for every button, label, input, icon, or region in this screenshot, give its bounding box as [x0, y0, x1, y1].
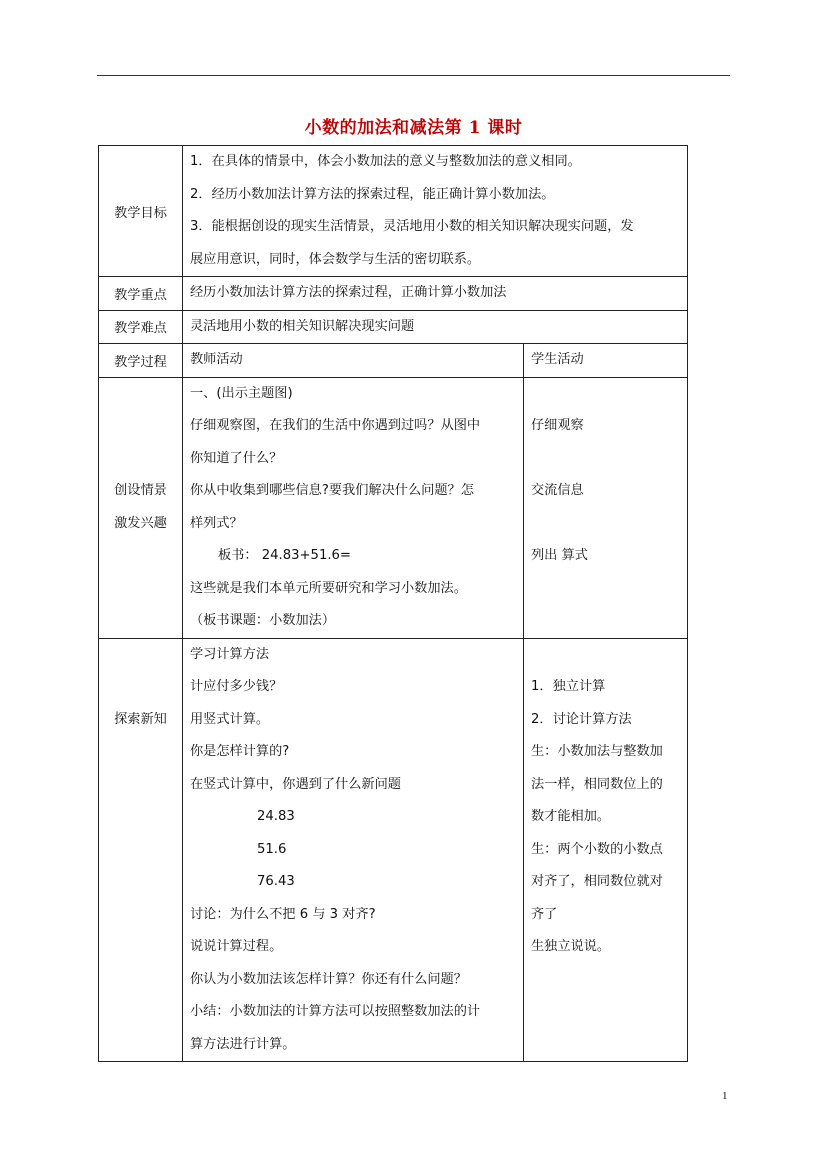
intro-student-line: 仔细观察 — [531, 418, 584, 433]
page-number: 1 — [722, 1090, 728, 1102]
lesson-plan-table — [98, 145, 688, 1062]
row-key-points — [99, 277, 688, 311]
explore-student-line: 生：小数加法与整数加 — [531, 744, 663, 759]
goal-line: 1．在具体的情景中，体会小数加法的意义与整数加法的意义相同。 — [190, 154, 581, 169]
explore-teacher-line: 算方法进行计算。 — [190, 1036, 296, 1052]
vertical-calc-line: 24.83 — [257, 809, 295, 824]
explore-teacher-line: 小结：小数加法的计算方法可以按照整数加法的计 — [190, 1004, 481, 1019]
intro-teacher-line: 这些就是我们本单元所要研究和学习小数加法。 — [190, 580, 467, 596]
goals-content — [183, 146, 688, 277]
explore-student-line: 生独立说说。 — [531, 939, 611, 954]
student-activity-header: 学生活动 — [531, 352, 584, 367]
teacher-activity-header: 教师活动 — [190, 352, 243, 367]
intro-label-line: 激发兴趣 — [114, 515, 167, 531]
intro-teacher-line: 板书： 24.83+51.6= — [218, 548, 351, 563]
page-title: 小数的加法和减法第 1 课时 — [304, 118, 523, 138]
explore-student-line: 齐了 — [531, 906, 558, 922]
difficulties-label: 教学难点 — [99, 310, 183, 344]
intro-teacher-line: 你知道了什么？ — [190, 450, 283, 466]
intro-label-line: 创设情景 — [114, 483, 167, 498]
explore-teacher-line: 计应付多少钱？ — [190, 679, 283, 694]
header-rule — [97, 75, 730, 76]
vertical-calc-line: 51.6 — [257, 841, 287, 857]
explore-teacher-line: 说说计算过程。 — [190, 939, 283, 954]
intro-teacher-line: 你从中收集到哪些信息?要我们解决什么问题？怎 — [190, 483, 474, 498]
explore-student — [524, 638, 688, 1062]
intro-teacher-line: 一、(出示主题图) — [190, 385, 293, 401]
row-explore — [99, 638, 688, 1062]
process-label: 教学过程 — [99, 344, 183, 378]
explore-student-line: 生：两个小数的小数点 — [531, 841, 663, 857]
explore-teacher-line: 你认为小数加法该怎样计算？你还有什么问题？ — [190, 971, 467, 987]
explore-student-line: 数才能相加。 — [531, 809, 611, 824]
explore-teacher-line: 学习计算方法 — [190, 646, 270, 662]
row-goals — [99, 146, 688, 277]
intro-label — [99, 377, 183, 638]
goal-line: 3．能根据创设的现实生活情景，灵活地用小数的相关知识解决现实问题，发 — [190, 219, 634, 234]
explore-student-line: 法一样，相同数位上的 — [531, 776, 663, 792]
explore-teacher-line: 在竖式计算中，你遇到了什么新问题 — [190, 776, 401, 792]
key-points-text: 经历小数加法计算方法的探索过程，正确计算小数加法 — [190, 285, 507, 300]
explore-student-line: 2．讨论计算方法 — [531, 711, 632, 727]
intro-teacher-line: （板书课题：小数加法） — [190, 613, 336, 628]
row-difficulties — [99, 310, 688, 344]
explore-student-line: 对齐了，相同数位就对 — [531, 874, 663, 889]
intro-teacher-line: 样列式？ — [190, 515, 243, 531]
explore-student-line: 1．独立计算 — [531, 679, 606, 694]
intro-student-line: 交流信息 — [531, 483, 584, 498]
difficulties-text: 灵活地用小数的相关知识解决现实问题 — [190, 318, 415, 334]
goal-line: 展应用意识，同时，体会数学与生活的密切联系。 — [190, 251, 481, 267]
explore-label-text: 探索新知 — [114, 711, 167, 727]
vertical-calc-line: 76.43 — [257, 874, 295, 889]
key-points-label: 教学重点 — [99, 277, 183, 311]
goals-label: 教学目标 — [99, 146, 183, 277]
explore-label — [99, 638, 183, 1062]
intro-teacher — [183, 377, 524, 638]
explore-teacher-line: 你是怎样计算的? — [190, 744, 290, 759]
intro-student-line: 列出 算式 — [531, 548, 588, 563]
explore-teacher-line: 用竖式计算。 — [190, 711, 270, 727]
explore-teacher-line: 讨论：为什么不把 6 与 3 对齐? — [190, 906, 376, 922]
row-process-header — [99, 344, 688, 378]
goal-line: 2．经历小数加法计算方法的探索过程，能正确计算小数加法。 — [190, 186, 555, 202]
intro-teacher-line: 仔细观察图，在我们的生活中你遇到过吗？从图中 — [190, 418, 481, 433]
explore-teacher — [183, 638, 524, 1062]
intro-student — [524, 377, 688, 638]
row-intro — [99, 377, 688, 638]
